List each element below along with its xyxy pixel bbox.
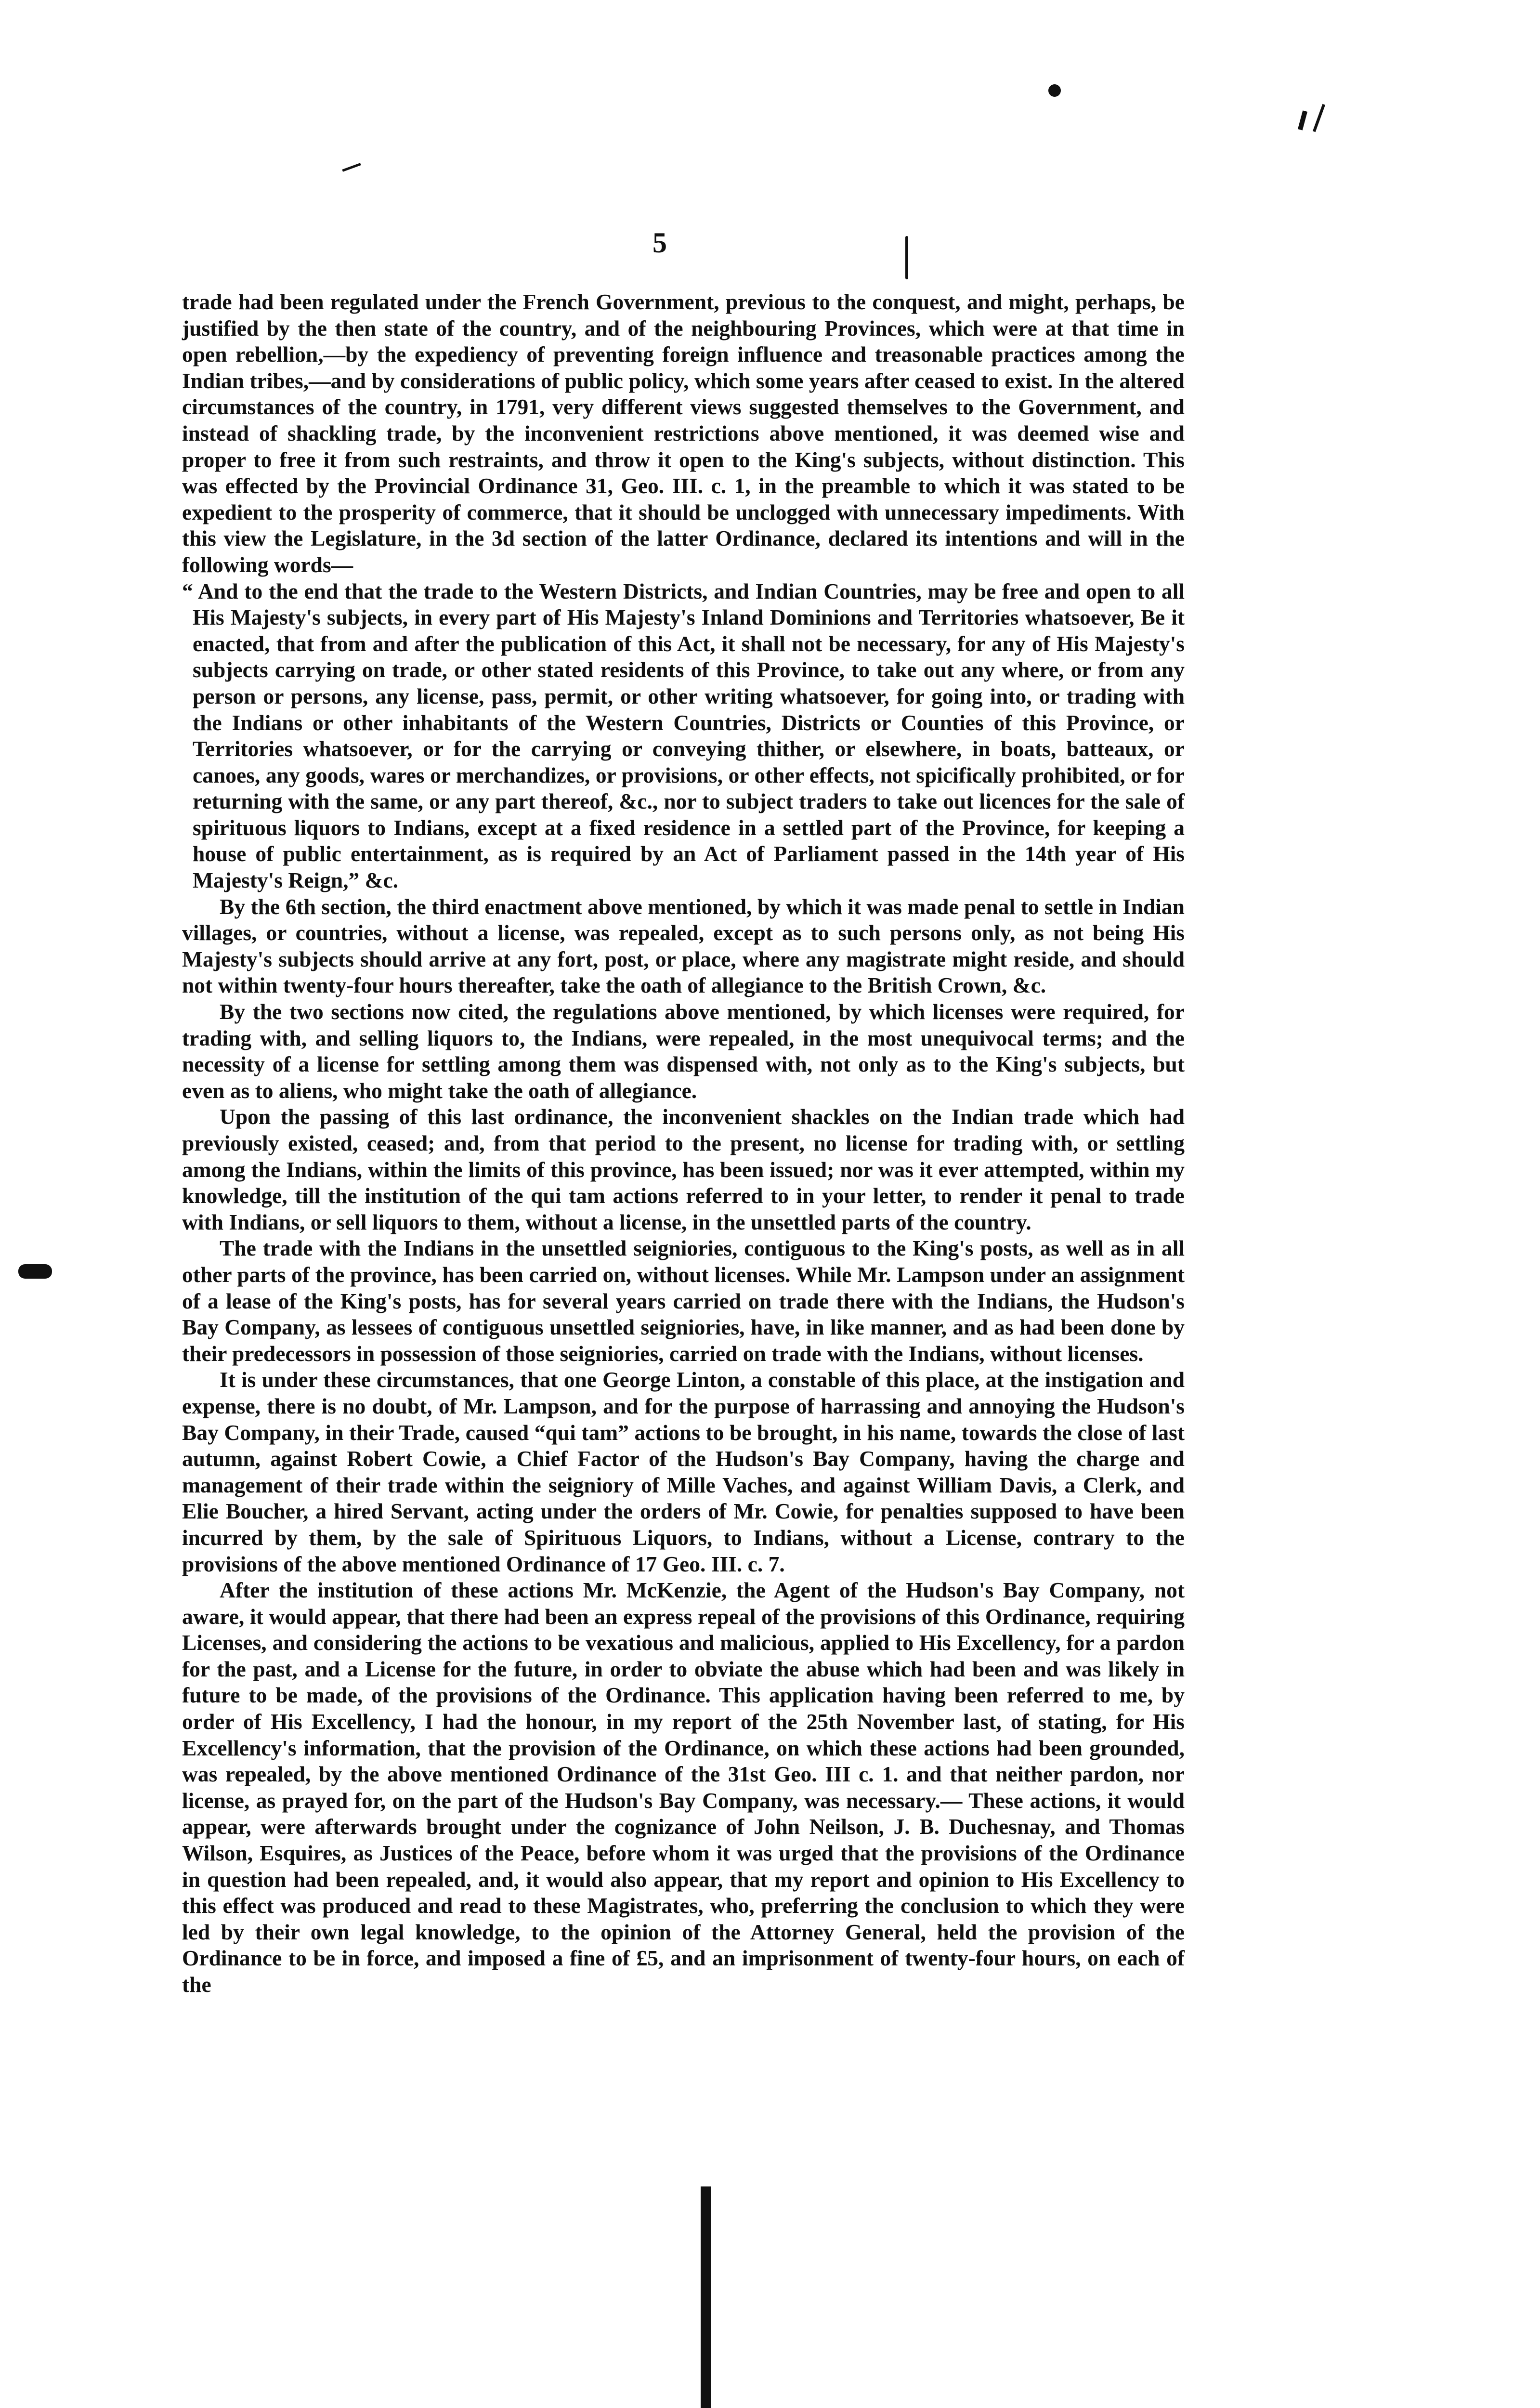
bracket-mark (905, 236, 908, 279)
paragraph: After the institution of these actions Mr. McKenzie, the Agent of the Hudson's Bay Company, not aware, it would appear, that there had been an express repeal of the provisions of this Ordinance, requiring Licenses, and considering the actions to be vexatious and malicious, applied to His Excellency, for a pardon for the past, and a License for the future, in order to obviate the abuse which had been and was likely in future to be made, of the provisions of the Ordinance. This application having been referred to me, by order of His Excellency, I had the honour, in my report of the 25th November last, of stating, for His Excellency's information, that the provision of the Ordinance, on which these actions had been grounded, was repealed, by the above mentioned Ordinance of the 31st Geo. III c. 1. and that neither pardon, nor license, as prayed for, on the part of the Hudson's Bay Company, was necessary.— These actions, it would appear, were afterwards brought under the cognizance of John Neilson, J. B. Duchesnay, and Thomas Wilson, Esquires, as Justices of the Peace, before whom it was urged that the provisions of the Ordinance in question had been repealed, and, it would also appear, that my report and opinion to His Excellency to this effect was produced and read to these Magistrates, who, preferring the conclusion to which they were led by their own legal knowledge, to the opinion of the Attorney General, held the provision of the Ordinance to be in force, and imposed a fine of £5, and an imprisonment of twenty-four hours, on each of the (182, 1578, 1185, 1997)
binding-edge-mark (701, 2186, 711, 2408)
paragraph: By the two sections now cited, the regulations above mentioned, by which licenses were required, for trading with, and selling liquors to, the Indians, were repealed, in the most unequivocal terms; and the necessity of a license for settling among them was dispensed with, not only as to the King's subjects, but even as to aliens, who might take the oath of allegiance. (182, 999, 1185, 1103)
body-text (182, 289, 1185, 1998)
top-left-stroke (342, 163, 361, 171)
paragraph: It is under these circumstances, that one George Linton, a constable of this place, at the instigation and expense, there is no doubt, of Mr. Lampson, and for the purpose of harrassing and annoying the Hudson's Bay Company, in their Trade, caused “qui tam” actions to be brought, in his name, towards the close of last autumn, against Robert Cowie, a Chief Factor of the Hudson's Bay Company, having the charge and management of their trade within the seigniory of Mille Vaches, and against William Davis, a Clerk, and Elie Boucher, a hired Servant, acting under the orders of Mr. Cowie, for penalties supposed to have been incurred by them, by the sale of Spirituous Liquors, to Indians, without a License, contrary to the provisions of the above mentioned Ordinance of 17 Geo. III. c. 7. (182, 1367, 1185, 1576)
quoted-act: “ And to the end that the trade to the Western Districts, and Indian Countries, may be free and open to all His Majesty's subjects, in every part of His Majesty's Inland Dominions and Territories whatsoever, Be it enacted, that from and after the publication of this Act, it shall not be necessary, for any of His Majesty's subjects carrying on trade, or other stated residents of this Province, to take out any where, or from any person or persons, any license, pass, permit, or other writing whatsoever, for going into, or trading with the Indians or other inhabitants of the Western Countries, Districts or Counties of this Province, or Territories whatsoever, or for the carrying or conveying thither, or elsewhere, in boats, batteaux, or canoes, any goods, wares or merchandizes, or provisions, or other effects, not spicifically prohibited, or for returning with the same, or any part thereof, &c., nor to subject traders to take out licences for the sale of spirituous liquors to Indians, except at a fixed residence in a settled part of the Province, for keeping a house of public entertainment, as is required by an Act of Parliament passed in the 14th year of His Majesty's Reign,” &c. (182, 578, 1185, 893)
top-edge-mark (1298, 110, 1307, 130)
top-dot-mark (1048, 84, 1061, 97)
top-right-stroke (1313, 104, 1325, 132)
margin-blot-mark (18, 1264, 52, 1279)
paragraph: trade had been regulated under the French Government, previous to the conquest, and might, perhaps, be justified by the then state of the country, and of the neighbouring Provinces, which were at that time in open rebellion,—by the expediency of preventing foreign influence and treasonable practices among the Indian tribes,—and by considerations of public policy, which some years after ceased to exist. In the altered circumstances of the country, in 1791, very different views suggested themselves to the Government, and instead of shackling trade, by the inconvenient restrictions above mentioned, it was deemed wise and proper to free it from such restraints, and throw it open to the King's subjects, without distinction. This was effected by the Provincial Ordinance 31, Geo. III. c. 1, in the preamble to which it was stated to be expedient to the prosperity of commerce, that it should be unclogged with unnecessary impediments. With this view the Legislature, in the 3d section of the latter Ordinance, declared its intentions and will in the following words— (182, 289, 1185, 577)
paragraph: Upon the passing of this last ordinance, the inconvenient shackles on the Indian trade which had previously existed, ceased; and, from that period to the present, no license for trading with, or settling among the Indians, within the limits of this province, has been issued; nor was it ever attempted, within my knowledge, till the institution of the qui tam actions referred to in your letter, to render it penal to trade with Indians, or sell liquors to them, without a license, in the unsettled parts of the country. (182, 1104, 1185, 1234)
paragraph: The trade with the Indians in the unsettled seigniories, contiguous to the King's posts, as well as in all other parts of the province, has been carried on, without licenses. While Mr. Lampson under an assignment of a lease of the King's posts, has for several years carried on trade there with the Indians, the Hudson's Bay Company, as lessees of contiguous unsettled seigniories, have, in like manner, and as had been done by their predecessors in possession of those seigniories, carried on trade with the Indians, without licenses. (182, 1236, 1185, 1366)
paragraph: By the 6th section, the third enactment above mentioned, by which it was made penal to settle in Indian villages, or countries, without a license, was repealed, except as to such persons only, as not being His Majesty's subjects should arrive at any fort, post, or place, where any magistrate might reside, and should not within twenty-four hours thereafter, take the oath of allegiance to the British Crown, &c. (182, 894, 1185, 998)
page-number: 5 (653, 227, 667, 259)
